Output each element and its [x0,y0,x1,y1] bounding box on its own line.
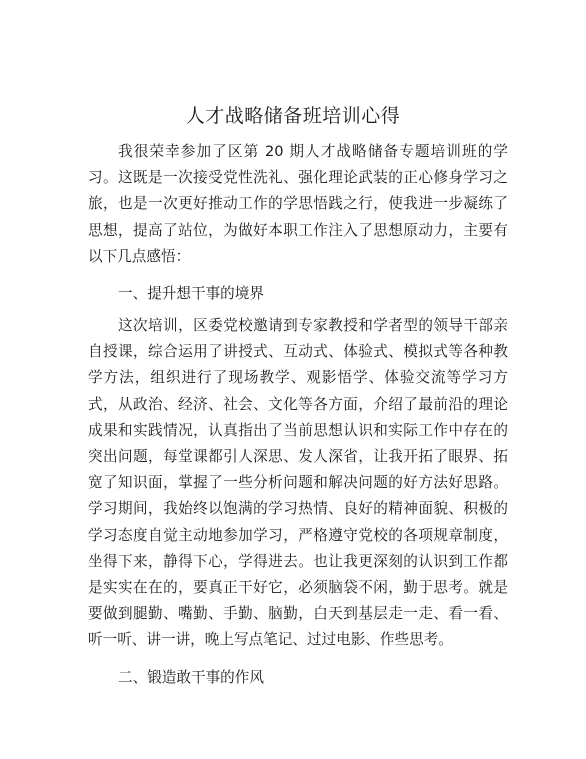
section-heading-1: 一、提升想干事的境界 [118,285,264,302]
intro-paragraph: 我很荣幸参加了区第 20 期人才战略储备专题培训班的学习。这既是一次接受党性洗礼、强化理论武装的正心修身学习之旅，也是一次更好推动工作的学思悟践之行，使我进一步凝练了思想，提高了站位，为做好本职工作注入了思想原动力，主要有以下几点感悟： [88,143,508,265]
section-1-paragraph: 这次培训，区委党校邀请到专家教授和学者型的领导干部亲自授课，综合运用了讲授式、互动式、体验式、模拟式等各种教学方法，组织进行了现场教学、观影悟学、体验交流等学习方式，从政治、经济、社会、文化等各方面，介绍了最前沿的理论成果和实践情况，认真指出了当前思想认识和实际工作中存在的突出问题，每堂课都引人深思、发人深省，让我开拓了眼界、拓宽了知识面，掌握了一些分析问题和解决问题的好方法好思路。学习期间，我始终以饱满的学习热情、良好的精神面貌、积极的学习态度自觉主动地参加学习，严格遵守党校的各项规章制度，坐得下来，静得下心，学得进去。也让我更深刻的认识到工作都是实实在在的，要真正干好它，必须脑袋不闲，勤于思考。就是要做到腿勤、嘴勤、手勤、脑勤，白天到基层走一走、看一看、听一听、讲一讲，晚上写点笔记、过过电影、作些思考。 [88,317,508,649]
section-heading-2: 二、锻造敢干事的作风 [118,669,264,686]
document-title: 人才战略储备班培训心得 [185,105,401,127]
